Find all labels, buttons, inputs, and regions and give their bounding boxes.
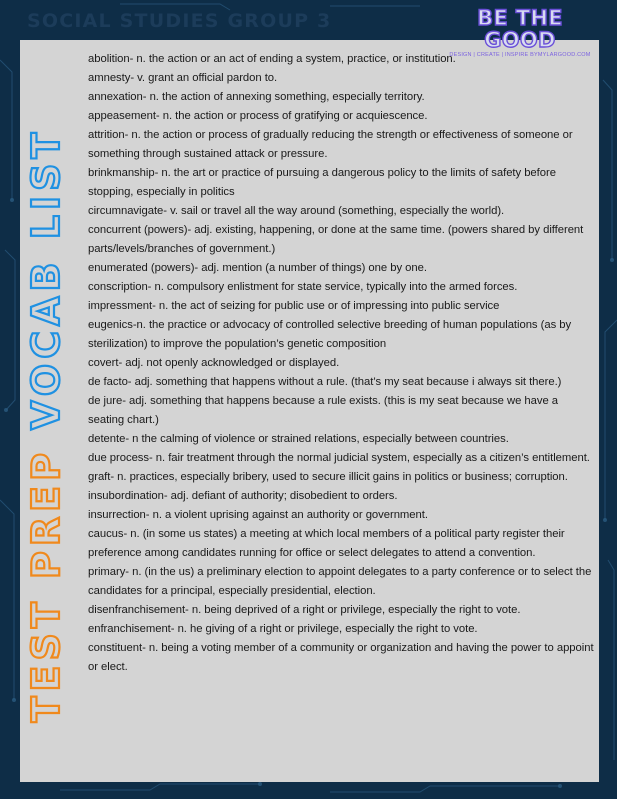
logo-tagline: DESIGN | CREATE | INSPIRE BYMYLARGOOD.COM	[449, 52, 591, 58]
vocab-entry: insubordination- adj. defiant of authority; disobedient to orders.	[88, 490, 398, 502]
page-title: SOCIAL STUDIES GROUP 3	[27, 10, 332, 32]
be-the-good-logo	[445, 6, 595, 58]
vocab-entry: conscription- n. compulsory enlistment for state service, typically into the armed forces.	[88, 281, 518, 293]
vocab-entry: due process- n. fair treatment through the normal judicial system, especially as a citizen’s entitlement.	[88, 452, 590, 464]
vocab-entry: disenfranchisement- n. being deprived of a right or privilege, especially the right to vote.	[88, 604, 521, 616]
vocab-entry: amnesty- v. grant an official pardon to.	[88, 72, 278, 84]
vocab-entry: de jure- adj. something that happens because a rule exists. (this is my seat because we have a seating chart.)	[88, 395, 559, 426]
vocab-list	[88, 50, 594, 677]
vocab-entry: circumnavigate- v. sail or travel all the way around (something, especially the world).	[88, 205, 505, 217]
vocab-entry: primary- n. (in the us) a preliminary election to appoint delegates to a party conference or to select the candidates for a principal, especially presidential, election.	[88, 566, 592, 597]
vocab-entry: covert- adj. not openly acknowledged or displayed.	[88, 357, 340, 369]
vocab-entry: brinkmanship- n. the art or practice of pursuing a dangerous policy to the limits of safety before stopping, especially in politics	[88, 167, 556, 198]
vocab-entry: graft- n. practices, especially bribery, used to secure illicit gains in politics or business; corruption.	[88, 471, 568, 483]
side-banner-text	[24, 127, 68, 723]
vocab-entry: detente- n the calming of violence or strained relations, especially between countries.	[88, 433, 509, 445]
logo-wordmark: BE THE GOOD	[477, 6, 563, 52]
vocab-entry: enfranchisement- n. he giving of a right or privilege, especially the right to vote.	[88, 623, 478, 635]
vocab-entry: attrition- n. the action or process of gradually reducing the strength or effectiveness of someone or something through sustained attack or pressure.	[88, 129, 573, 160]
banner-vocab-list: VOCAB LIST	[24, 127, 68, 430]
vocab-entry: insurrection- n. a violent uprising against an authority or government.	[88, 509, 428, 521]
side-banner	[22, 120, 70, 730]
vocab-entry: constituent- n. being a voting member of a community or organization and having the power to appoint or elect.	[88, 642, 594, 673]
vocab-entry: annexation- n. the action of annexing something, especially territory.	[88, 91, 425, 103]
vocab-entry: enumerated (powers)- adj. mention (a number of things) one by one.	[88, 262, 427, 274]
vocab-entry: de facto- adj. something that happens without a rule. (that’s my seat because i always sit there.)	[88, 376, 562, 388]
vocab-entry: concurrent (powers)- adj. existing, happening, or done at the same time. (powers shared by different parts/levels/branches of government.)	[88, 224, 584, 255]
vocab-entry: impressment- n. the act of seizing for public use or of impressing into public service	[88, 300, 500, 312]
vocab-entry: appeasement- n. the action or process of gratifying or acquiescence.	[88, 110, 428, 122]
banner-test-prep: TEST PREP	[24, 429, 68, 723]
vocab-entry: caucus- n. (in some us states) a meeting at which local members of a political party register their preference among candidates running for office or select delegates to attend a convention.	[88, 528, 565, 559]
vocab-entry: abolition- n. the action or an act of ending a system, practice, or institution.	[88, 53, 456, 65]
vocab-entry: eugenics-n. the practice or advocacy of controlled selective breeding of human populations (as by sterilization) to improve the population’s genetic composition	[88, 319, 572, 350]
